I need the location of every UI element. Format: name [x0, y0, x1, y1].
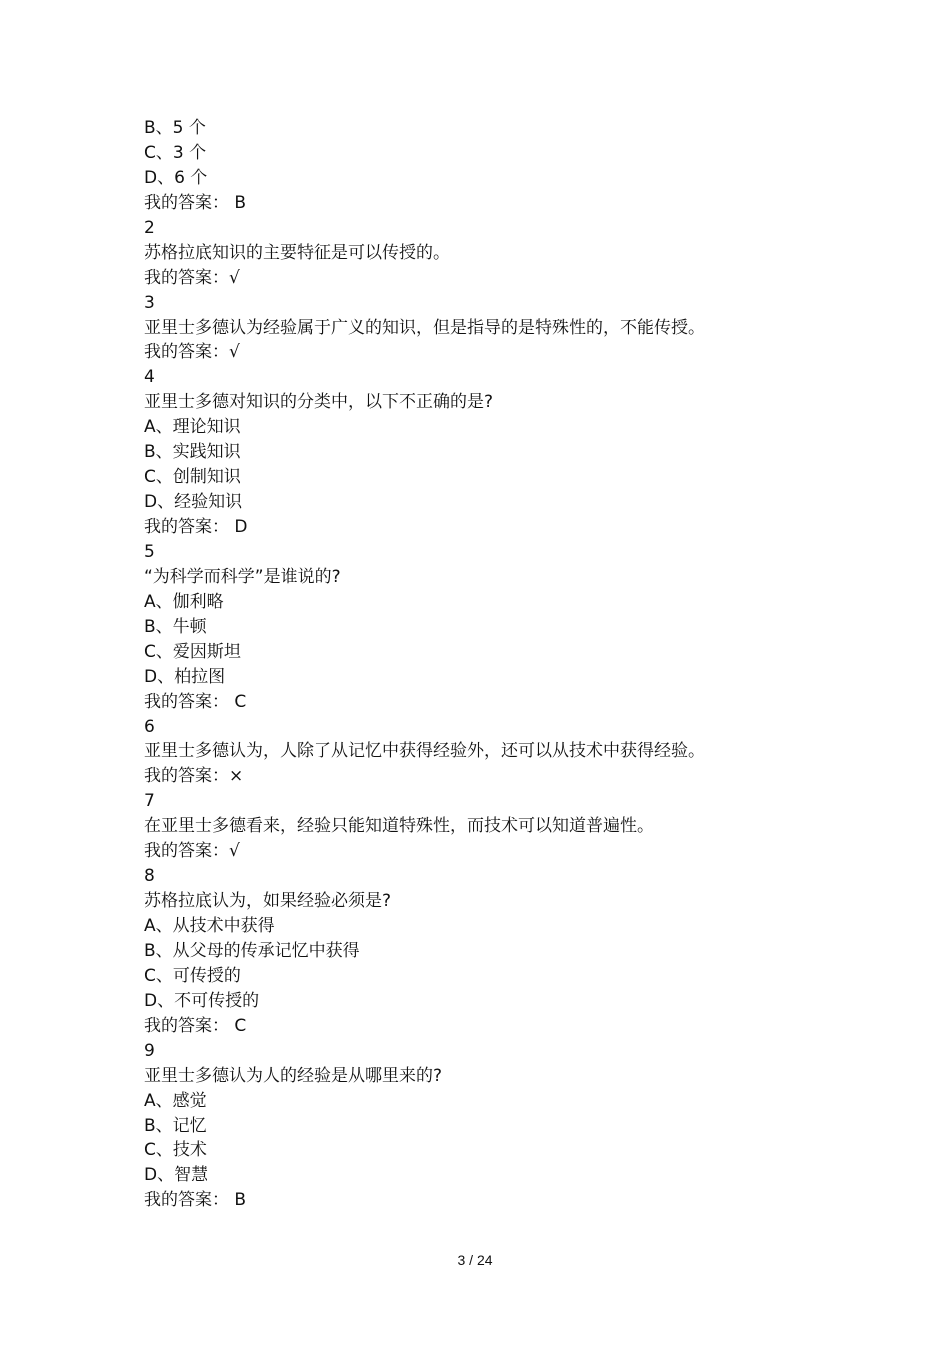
page-number: 3 / 24 — [457, 1252, 493, 1268]
question-text: 亚里士多德认为人的经验是从哪里来的? — [144, 1065, 443, 1086]
question-number: 3 — [144, 292, 155, 313]
question-text: 亚里士多德认为，人除了从记忆中获得经验外，还可以从技术中获得经验。 — [144, 741, 705, 762]
question-text: 苏格拉底知识的主要特征是可以传授的。 — [144, 242, 450, 263]
question-number: 2 — [144, 217, 155, 238]
question-text: 亚里士多德对知识的分类中，以下不正确的是? — [144, 392, 494, 413]
text-line: C、3 个 — [144, 142, 207, 163]
option-line: A、感觉 — [144, 1090, 207, 1111]
text-line: D、6 个 — [144, 167, 208, 188]
question-text: 苏格拉底认为，如果经验必须是? — [144, 891, 392, 912]
question-text: 亚里士多德认为经验属于广义的知识，但是指导的是特殊性的，不能传授。 — [144, 317, 705, 338]
option-line: C、技术 — [144, 1140, 207, 1161]
answer-line: 我的答案：√ — [144, 342, 240, 363]
question-number: 7 — [144, 791, 155, 812]
option-line: A、伽利略 — [144, 591, 224, 612]
option-line: A、从技术中获得 — [144, 916, 275, 936]
answer-line: 我的答案： D — [144, 517, 248, 537]
question-number: 6 — [144, 716, 155, 737]
question-number: 5 — [144, 541, 155, 562]
question-text: “为科学而科学”是谁说的? — [144, 566, 341, 587]
option-line: D、智慧 — [144, 1165, 209, 1186]
answer-line: 我的答案： B — [144, 192, 247, 213]
question-number: 4 — [144, 367, 155, 388]
option-line: B、实践知识 — [144, 442, 241, 463]
option-line: C、可传授的 — [144, 965, 241, 986]
question-number: 8 — [144, 866, 155, 887]
option-line: D、经验知识 — [144, 492, 243, 513]
answer-line: 我的答案：× — [144, 766, 244, 787]
answer-line: 我的答案：√ — [144, 841, 240, 862]
option-line: D、柏拉图 — [144, 666, 226, 687]
option-line: B、从父母的传承记忆中获得 — [144, 940, 360, 961]
option-line: B、牛顿 — [144, 616, 207, 637]
option-line: B、记忆 — [144, 1115, 207, 1136]
text-line: B、5 个 — [144, 118, 206, 138]
question-number: 9 — [144, 1040, 155, 1061]
question-text: 在亚里士多德看来，经验只能知道特殊性，而技术可以知道普遍性。 — [144, 816, 654, 837]
option-line: C、创制知识 — [144, 467, 241, 488]
option-line: C、爱因斯坦 — [144, 641, 241, 662]
answer-line: 我的答案： B — [144, 1190, 247, 1211]
answer-line: 我的答案： C — [144, 1015, 247, 1036]
quiz-content — [144, 116, 844, 1213]
option-line: A、理论知识 — [144, 417, 241, 438]
option-line: D、不可传授的 — [144, 990, 260, 1011]
answer-line: 我的答案：√ — [144, 267, 240, 288]
answer-line: 我的答案： C — [144, 691, 247, 712]
